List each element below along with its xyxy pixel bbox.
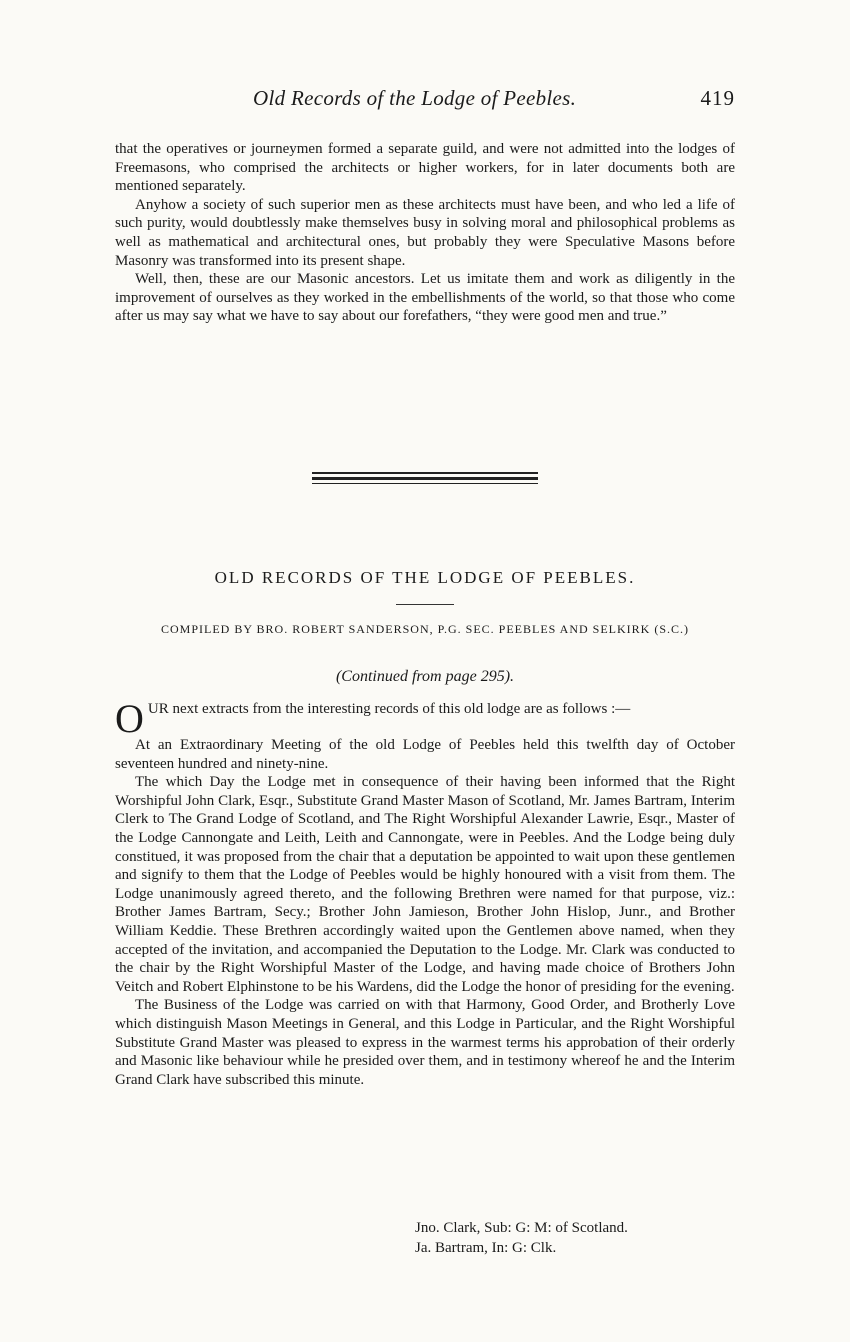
byline: COMPILED BY BRO. ROBERT SANDERSON, P.G. SEC. PEEBLES AND SELKIRK (S.C.) [160, 622, 689, 636]
running-header [115, 86, 735, 111]
paragraph: At an Extraordinary Meeting of the old Lodge of Peebles held this twelfth day of October seventeen hundred and ninety-nine. [115, 737, 735, 772]
previous-article-text [115, 140, 735, 326]
paragraph: Anyhow a society of such superior men as these architects must have been, and who led a life of such purity, would doubtlessly make themselves busy in solving moral and philosophical problems as well as mathematical and architectural ones, but probably they were Speculative Masons before Masonry was transformed into its present shape. [115, 196, 735, 269]
signature-clark: Jno. Clark, Sub: G: M: of Scotland. [415, 1220, 628, 1236]
title-rule [396, 604, 454, 605]
signature-bartram: Ja. Bartram, In: G: Clk. [415, 1240, 557, 1256]
section-divider [312, 472, 538, 484]
paragraph: The which Day the Lodge met in consequence of their having been informed that the Right Worshipful John Clark, Esqr., Substitute Grand Master Mason of Scotland, Mr. James Bartram, Interim Clerk to The Grand Lodge of Scotland, and The Right Worshipful Alexander Lawrie, Esqr., Master of the Lodge Cannongate and Leith, Leith and Cannongate, were in Peebles. And the Lodge being duly constitued, it was proposed from the chair that a deputation be appointed to wait upon these gentlemen and signify to them that the Lodge of Peebles would be highly honoured with a visit from them. The Lodge unanimously agreed thereto, and the following Brethren were named for that purpose, viz.: Brother James Bartram, Secy.; Brother John Jamieson, Brother John Hislop, Junr., and Brother William Keddie. These Brethren accordingly waited upon the Gentlemen above named, when they accepted of the invitation, and accompanied the Deputation to the Lodge. Mr. Clark was conducted to the chair by the Right Worshipful Master of the Lodge, and having made choice of Brothers John Veitch and Robert Elphinstone to be his Wardens, did the Lodge the honor of presiding for the evening. [115, 774, 735, 995]
article-body [115, 696, 735, 1089]
paragraph: The Business of the Lodge was carried on with that Harmony, Good Order, and Brotherly Love which distinguish Mason Meetings in General, and this Lodge in Particular, and the Right Worshipful Substitute Grand Master was pleased to express in the warmest terms his approbation of their orderly and Masonic like behaviour while he presided over them, and in testimony whereof he and the Interim Grand Clark have subscribed this minute. [115, 997, 735, 1088]
lead-text: UR next extracts from the interesting records of this old lodge are as follows :— [147, 701, 631, 717]
running-title: Old Records of the Lodge of Peebles. [253, 86, 577, 110]
article-title: OLD RECORDS OF THE LODGE OF PEEBLES. [214, 568, 636, 587]
paragraph: that the operatives or journeymen formed a separate guild, and were not admitted into the lodges of Freemasons, who comprised the architects or higher workers, for in later documents both are mentioned separately. [115, 141, 735, 195]
paragraph: Well, then, these are our Masonic ancestors. Let us imitate them and work as diligently in the improvement of ourselves as they worked in the embellishments of the world, so that those who come after us may say what we have to say about our forefathers, “they were good men and true.” [115, 271, 735, 325]
page-number: 419 [700, 86, 735, 110]
drop-cap: O [115, 696, 144, 741]
continued-note: (Continued from page 295). [335, 668, 515, 685]
lead-paragraph [115, 696, 735, 741]
